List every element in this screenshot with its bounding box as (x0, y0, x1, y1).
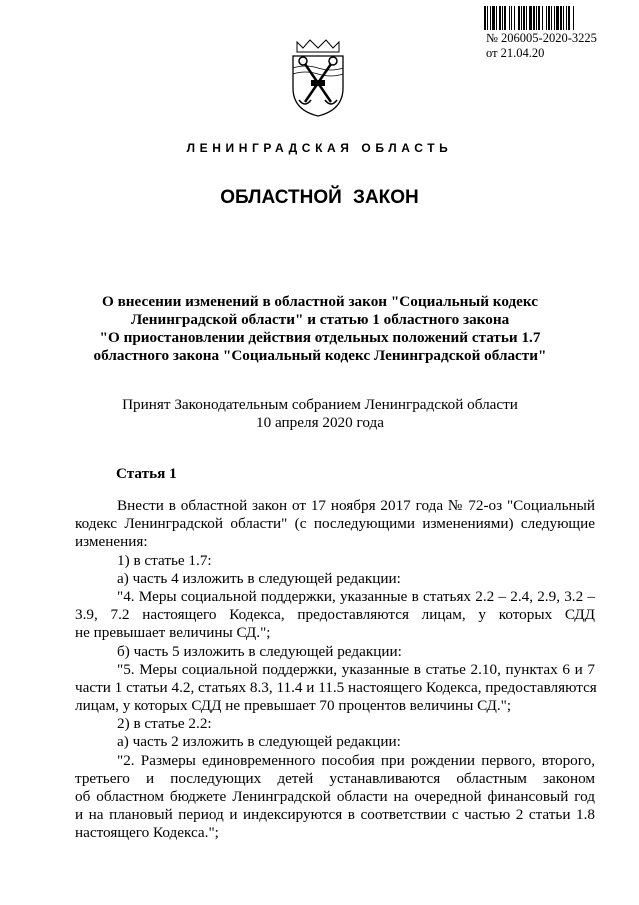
adoption-line: Принят Законодательным собранием Ленинградской области (122, 396, 518, 413)
body-line: "2. Размеры единовременного пособия при рождении первого, второго, (117, 751, 595, 769)
body-line: кодекс Ленинградской области" (с последующими изменениями) следующие (75, 515, 595, 533)
body-line: а) часть 2 изложить в следующей редакции: (117, 733, 401, 751)
body-line: части 1 статьи 4.2, статьях 8.3, 11.4 и 11.5 настоящего Кодекса, предоставляются (75, 678, 597, 696)
body-line: 1) в статье 1.7: (117, 551, 212, 569)
barcode-bar (574, 6, 575, 30)
body-line: "4. Меры социальной поддержки, указанные в статьях 2.2 – 2.4, 2.9, 3.2 – (117, 587, 595, 605)
registration-number: № 206005-2020-3225 (486, 31, 597, 45)
body-line: 2) в статье 2.2: (117, 715, 212, 733)
law-title-line: Ленинградской области" и статью 1 областного закона (130, 311, 510, 328)
registration-date: от 21.04.20 (486, 46, 545, 60)
body-line: лицам, у которых СДД не превышает 70 процентов величины СД."; (75, 697, 512, 715)
article-body (75, 497, 595, 843)
body-line: а) часть 4 изложить в следующей редакции: (117, 569, 401, 587)
body-line: и на плановый период и индексируются в соответствии с частью 2 статьи 1.8 (75, 806, 595, 824)
body-line: настоящего Кодекса."; (75, 824, 219, 842)
law-title-line: О внесении изменений в областной закон "Социальный кодекс (101, 293, 539, 310)
law-title-line: "О приостановлении действия отдельных положений статьи 1.7 (99, 329, 541, 346)
body-line: "5. Меры социальной поддержки, указанные в статье 2.10, пунктах 6 и 7 (117, 660, 595, 678)
law-title (60, 293, 580, 365)
body-line: не превышает величины СД."; (75, 624, 271, 642)
body-line: третьего и последующих детей устанавливаются областным законом (75, 769, 595, 787)
body-line: 3.9, 7.2 настоящего Кодекса, предоставляются лицам, у которых СДД (75, 606, 595, 624)
body-line: об областном бюджете Ленинградской области на очередной финансовый год (75, 788, 595, 805)
body-line: б) часть 5 изложить в следующей редакции: (117, 642, 402, 660)
document-type-heading: ОБЛАСТНОЙ ЗАКОН (220, 187, 419, 208)
law-title-line: областного закона "Социальный кодекс Ленинградской области" (93, 347, 547, 364)
leningrad-oblast-coat-of-arms-icon (287, 38, 349, 118)
body-line: изменения: (75, 533, 148, 551)
article-heading: Статья 1 (116, 465, 177, 482)
adoption-date: 10 апреля 2020 года (256, 414, 384, 431)
body-line: Внести в областной закон от 17 ноября 2017 года № 72-оз "Социальный (117, 497, 595, 514)
adoption-note (60, 396, 580, 432)
region-heading: ЛЕНИНГРАДСКАЯ ОБЛАСТЬ (186, 141, 453, 155)
barcode (484, 6, 620, 30)
